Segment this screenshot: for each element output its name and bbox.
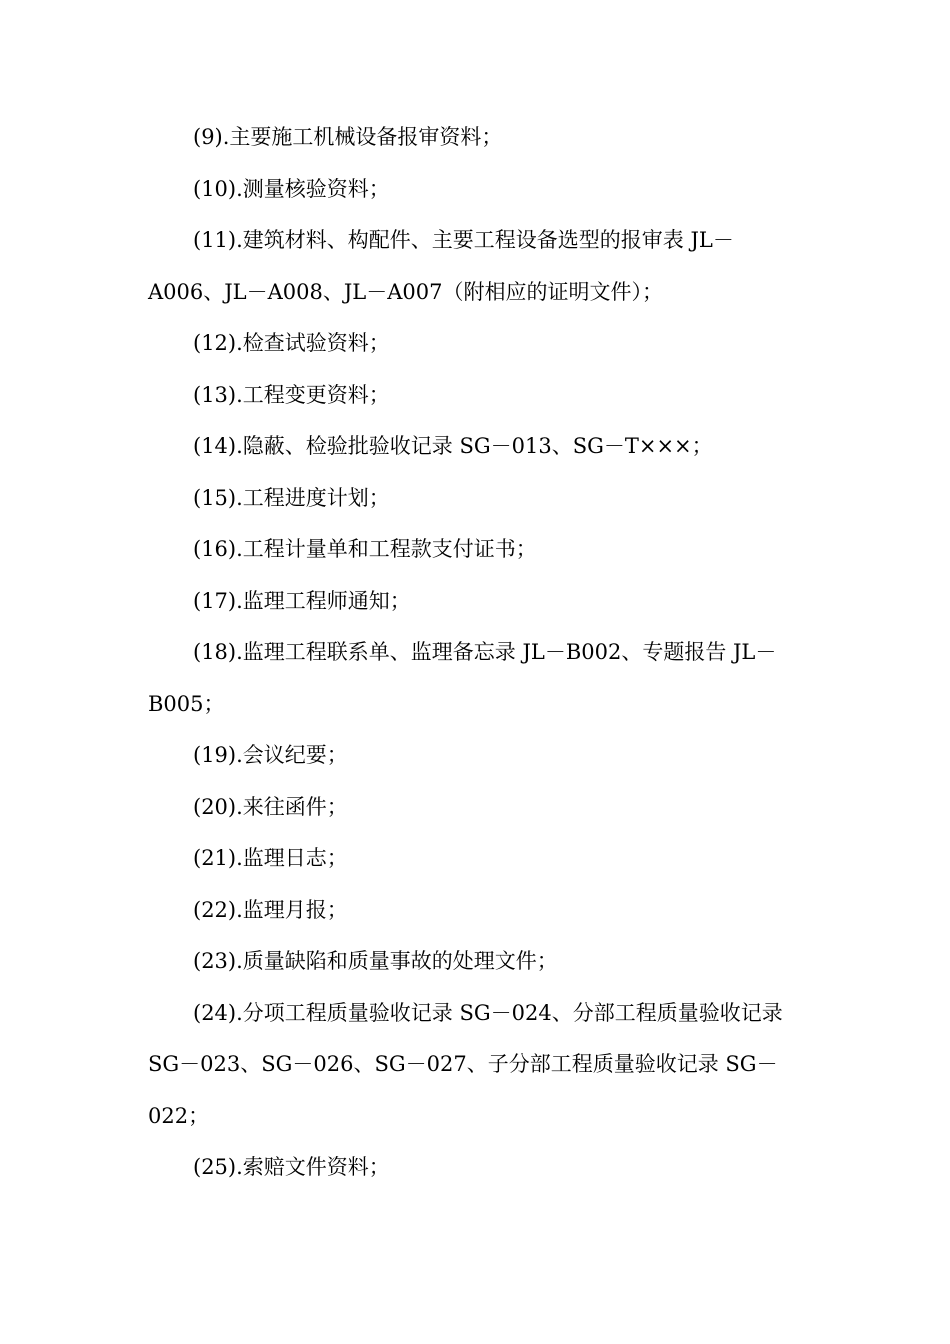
text-line: (17).监理工程师通知； [193,588,411,613]
text-line: (18).监理工程联系单、监理备忘录 JL－B002、专题报告 JL－ [193,640,777,664]
text-line: A006、JL－A008、JL－A007（附相应的证明文件）； [148,279,663,304]
text-line: (15).工程进度计划； [193,485,390,510]
document-body [148,112,800,1194]
text-line: (13).工程变更资料； [193,382,390,407]
text-line: (22).监理月报； [193,897,348,922]
text-line: (12).检查试验资料； [193,331,390,355]
text-line: SG－023、SG－026、SG－027、子分部工程质量验收记录 SG－ [148,1052,778,1076]
text-line: (16).工程计量单和工程款支付证书； [193,537,537,561]
text-line: 022； [148,1103,210,1128]
text-line: (11).建筑材料、构配件、主要工程设备选型的报审表 JL－ [193,228,734,252]
text-line: (10).测量核验资料； [193,176,390,201]
text-line: B005； [148,691,225,716]
text-line: (21).监理日志； [193,846,348,870]
text-line: (20).来往函件； [193,794,348,819]
text-line: (23).质量缺陷和质量事故的处理文件； [193,949,558,973]
text-line: (9).主要施工机械设备报审资料； [193,125,503,149]
text-line: (24).分项工程质量验收记录 SG－024、分部工程质量验收记录 [193,1000,783,1025]
text-line: (19).会议纪要； [193,743,348,767]
text-line: (14).隐蔽、检验批验收记录 SG－013、SG－T×××； [193,434,713,458]
text-line: (25).索赔文件资料； [193,1155,390,1179]
